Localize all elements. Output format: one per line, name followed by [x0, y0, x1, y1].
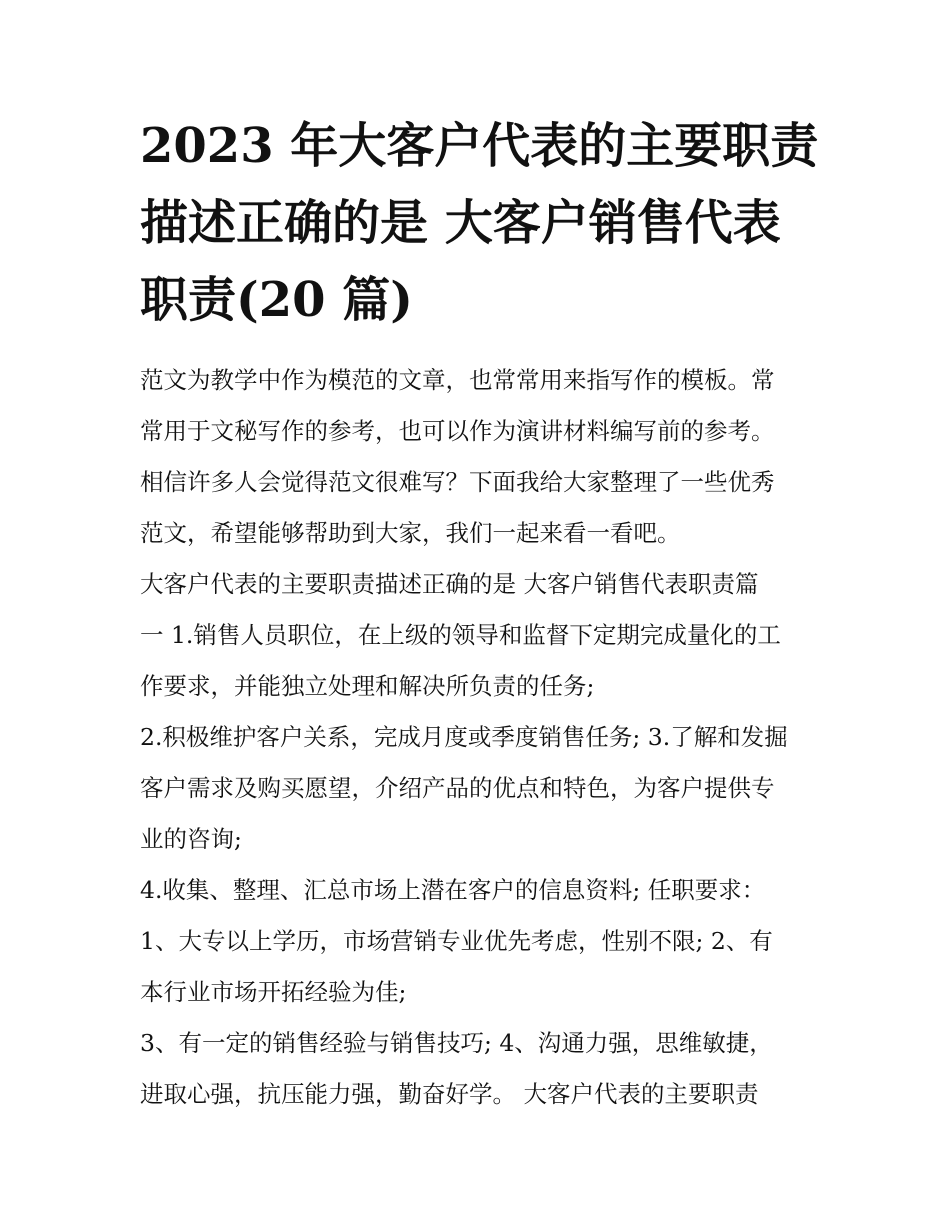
body-line: 常用于文秘写作的参考，也可以作为演讲材料编写前的参考。	[140, 417, 775, 445]
document-title	[140, 108, 820, 339]
title-line-1: 2023 年大客户代表的主要职责	[140, 118, 819, 174]
body-line: 业的咨询;	[140, 825, 242, 853]
document-body	[140, 355, 830, 1120]
body-line: 一 1.销售人员职位，在上级的领导和监督下定期完成量化的工	[140, 621, 781, 649]
body-line: 2.积极维护客户关系，完成月度或季度销售任务; 3.了解和发掘	[140, 723, 788, 751]
body-line: 进取心强，抗压能力强，勤奋好学。 大客户代表的主要职责	[140, 1080, 759, 1108]
body-line: 范文，希望能够帮助到大家，我们一起来看一看吧。	[140, 519, 681, 547]
body-line: 作要求，并能独立处理和解决所负责的任务;	[140, 672, 595, 700]
body-line: 相信许多人会觉得范文很难写？下面我给大家整理了一些优秀	[140, 468, 775, 496]
title-line-2: 描述正确的是 大客户销售代表	[140, 195, 781, 251]
body-line: 3、有一定的销售经验与销售技巧; 4、沟通力强，思维敏捷，	[140, 1029, 773, 1057]
body-line: 客户需求及购买愿望，介绍产品的优点和特色，为客户提供专	[140, 774, 775, 802]
body-line: 4.收集、整理、汇总市场上潜在客户的信息资料; 任职要求：	[140, 876, 766, 904]
body-line: 1、大专以上学历，市场营销专业优先考虑，性别不限; 2、有	[140, 927, 773, 955]
body-line: 范文为教学中作为模范的文章，也常常用来指写作的模板。常	[140, 366, 775, 394]
body-line: 本行业市场开拓经验为佳;	[140, 978, 407, 1006]
title-line-3: 职责(20 篇)	[140, 272, 413, 328]
body-line: 大客户代表的主要职责描述正确的是 大客户销售代表职责篇	[140, 570, 759, 598]
